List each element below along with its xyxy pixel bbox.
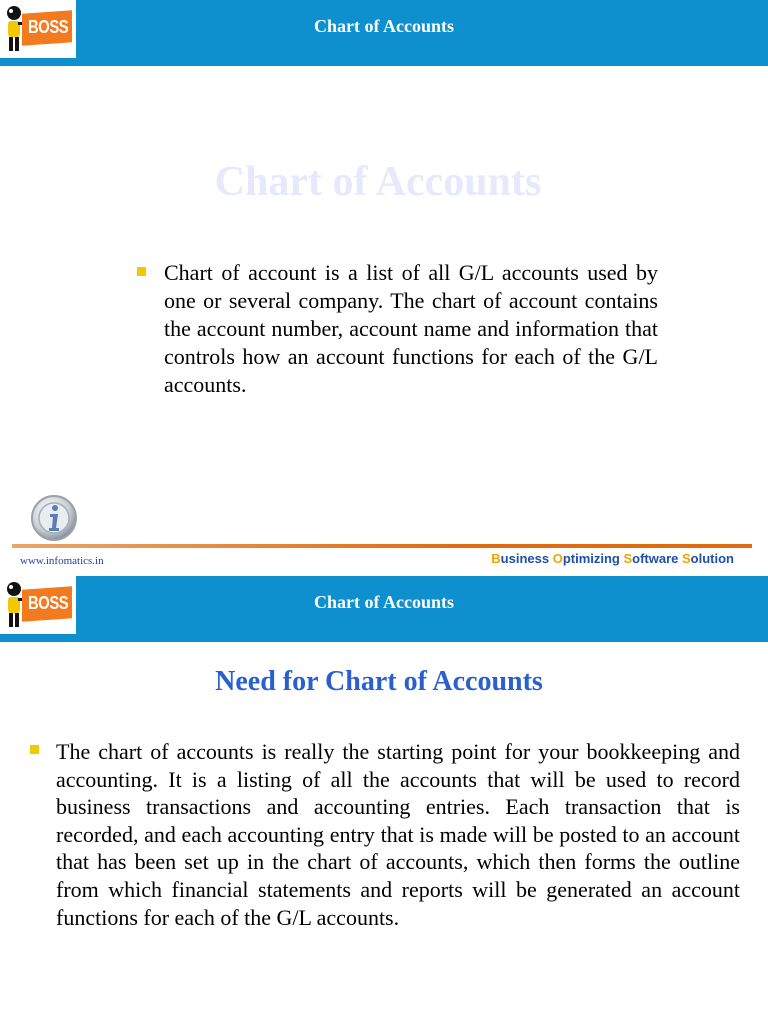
slogan-cap: O — [552, 551, 563, 566]
boss-logo-text: BOSS — [28, 593, 69, 613]
boss-logo-text: BOSS — [28, 17, 69, 37]
bullet-text: Chart of account is a list of all G/L accounts used by one or several company. The chart of account contains the account number, account name and information that controls how an account functions for each of the G/L accounts. — [164, 260, 658, 397]
slide-header — [0, 576, 768, 642]
slogan-word: usiness — [500, 551, 553, 566]
slogan-cap: B — [491, 551, 501, 566]
slogan-word: oftware — [632, 551, 682, 566]
slogan-word: olution — [690, 551, 734, 566]
header-title: Chart of Accounts — [314, 16, 454, 36]
info-logo-icon — [28, 494, 80, 546]
header-title: Chart of Accounts — [314, 592, 454, 612]
slogan-cap: S — [682, 551, 691, 566]
slide-2 — [0, 576, 768, 1024]
slogan-cap: S — [623, 551, 633, 566]
slide-title: Chart of Accounts — [214, 159, 542, 205]
footer-slogan — [491, 551, 734, 566]
footer-url: www.infomatics.in — [20, 555, 104, 567]
bullet-marker-icon — [137, 267, 146, 276]
slide-header — [0, 0, 768, 66]
bullet-text: The chart of accounts is really the starting point for your bookkeeping and accounting. It is a listing of all the accounts that will be used to record business transactions and accounting entries. Each transaction that is recorded, and each accounting entry that is made will be posted to an account that has been set up in the chart of accounts, which then forms the outline from which financial statements and reports will be generated an account functions for each of the G/L accounts. — [56, 739, 740, 930]
slogan-word: ptimizing — [562, 551, 624, 566]
footer-divider — [12, 544, 752, 548]
slide-title: Need for Chart of Accounts — [215, 666, 543, 697]
bullet-marker-icon — [30, 745, 39, 754]
